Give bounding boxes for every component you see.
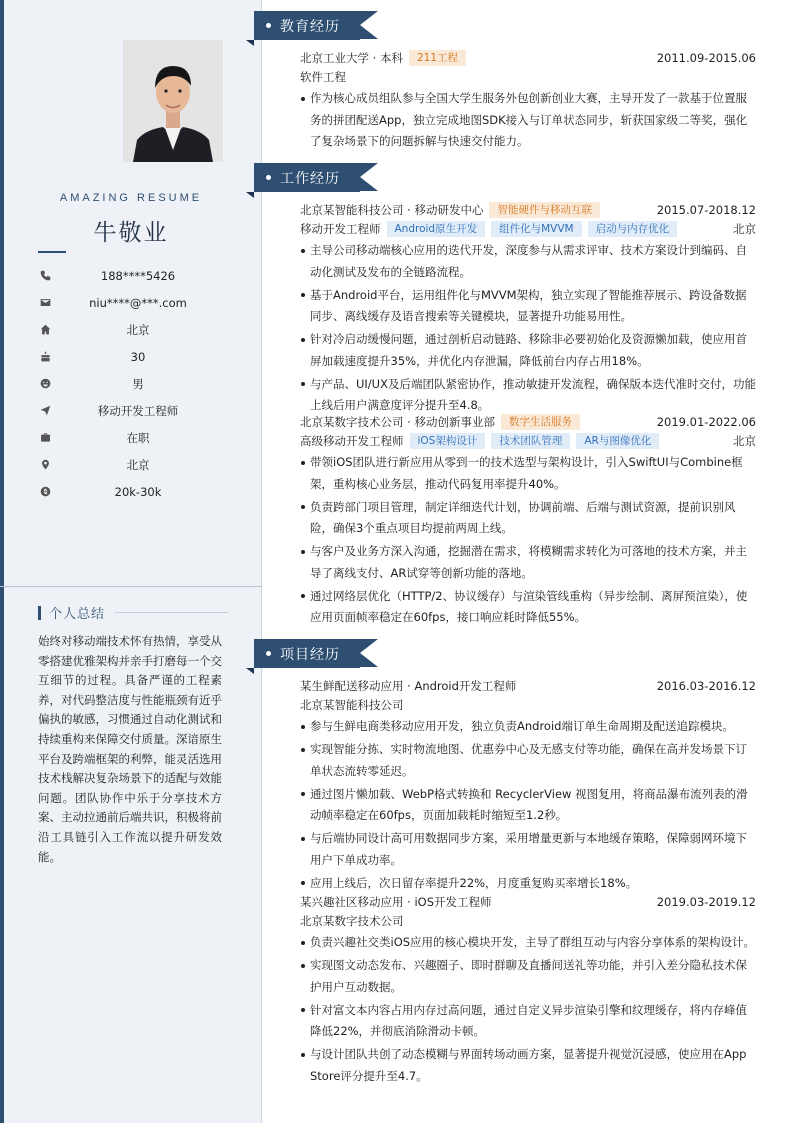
- project-date: 2019.03-2019.12: [656, 894, 756, 909]
- smile-icon: [38, 377, 52, 391]
- list-item: 针对富文本内容占用内存过高问题，通过自定义异步渲染引擎和纹理缓存，将内存峰值降低22%，并彻底消除滑动卡顿。: [300, 1000, 756, 1043]
- role-tag: 启动与内存优化: [588, 221, 678, 237]
- project-bullets: [300, 716, 756, 894]
- email-value: niu****@***.com: [89, 295, 187, 310]
- job-header: [300, 200, 756, 219]
- list-item: 与产品、UI/UX及后端团队紧密协作，推动敏捷开发流程，确保版本迭代准时交付，功能上线后用户满意度评分提升至4.8。: [300, 374, 756, 417]
- list-item: 作为核心成员组队参与全国大学生服务外包创新创业大赛，主导开发了一款基于位置服务的拼团配送App，独立完成地图SDK接入与订单状态同步，斩获国家级二等奖，强化了复杂场景下的问题拆解与快速交付能力。: [300, 88, 756, 153]
- school-tag: 211工程: [409, 50, 466, 66]
- work-section-header: [254, 163, 360, 192]
- home-icon: [38, 323, 52, 337]
- project-date: 2016.03-2016.12: [656, 678, 756, 693]
- section-notch: [246, 40, 254, 46]
- job-date: 2019.01-2022.06: [656, 414, 756, 429]
- education-bullets: [300, 88, 756, 153]
- list-item: 参与生鲜电商类移动应用开发，独立负责Android端订单生命周期及配送追踪模块。: [300, 716, 756, 738]
- info-position: [38, 397, 248, 424]
- role-tag: AR与图像优化: [576, 433, 659, 449]
- job-bullets: [300, 452, 756, 629]
- list-item: 带领iOS团队进行新应用从零到一的技术选型与架构设计，引入SwiftUI与Combine框架，重构核心业务层，推动代码复用率提升40%。: [300, 452, 756, 495]
- send-icon: [38, 404, 52, 418]
- info-age: [38, 343, 248, 370]
- list-item: 负责兴趣社交类iOS应用的核心模块开发，主导了群组互动与内容分享体系的架构设计。: [300, 932, 756, 954]
- role-tag: 技术团队管理: [491, 433, 570, 449]
- location-value: 北京: [126, 457, 150, 472]
- major: 软件工程: [300, 69, 346, 84]
- name-underline: [38, 251, 66, 253]
- list-item: 实现图文动态发布、兴趣圈子、即时群聊及直播间送礼等功能，并引入差分隐私技术保护用户互动数据。: [300, 955, 756, 998]
- phone-value: 188****5426: [100, 268, 176, 283]
- job-city: 北京: [733, 433, 756, 448]
- salary-value: 20k-30k: [114, 484, 162, 499]
- list-item: 应用上线后，次日留存率提升22%，月度重复购买率增长18%。: [300, 873, 756, 895]
- project-2: [300, 892, 756, 1089]
- summary-title: 个人总结: [49, 607, 106, 622]
- list-item: 与后端协同设计高可用数据同步方案，采用增量更新与本地缓存策略，保障弱网环境下用户下单成功率。: [300, 828, 756, 871]
- section-dot: [266, 651, 271, 656]
- projects-tab: [254, 639, 360, 668]
- resume-tagline: AMAZING RESUME: [59, 192, 203, 204]
- money-icon: [38, 485, 52, 499]
- mail-icon: [38, 296, 52, 310]
- info-home: [38, 316, 248, 343]
- project-bullets: [300, 932, 756, 1087]
- projects-title: 项目经历: [280, 646, 340, 663]
- section-notch: [246, 192, 254, 198]
- person-name: 牛敬业: [93, 220, 169, 246]
- info-status: [38, 424, 248, 451]
- job-role-row: [300, 219, 756, 238]
- work-tab: [254, 163, 360, 192]
- list-item: 与客户及业务方深入沟通，挖掘潜在需求，将模糊需求转化为可落地的技术方案，并主导了离线支付、AR试穿等创新功能的落地。: [300, 541, 756, 584]
- info-phone: [38, 262, 248, 289]
- summary-heading-bar: [38, 606, 41, 620]
- job-industry-tag: 智能硬件与移动互联: [489, 202, 600, 218]
- project-company: 北京某数字技术公司: [300, 913, 404, 928]
- work-job-2: [300, 412, 756, 630]
- sidebar: [0, 0, 262, 1123]
- job-role: 高级移动开发工程师: [300, 433, 404, 448]
- gender-value: 男: [132, 376, 144, 391]
- profile-photo: [123, 40, 223, 162]
- education-block: [300, 48, 756, 154]
- project-company-row: [300, 695, 756, 714]
- project-company-row: [300, 911, 756, 930]
- projects-section-header: [254, 639, 360, 668]
- project-name: 某兴趣社区移动应用 · iOS开发工程师: [300, 894, 492, 909]
- education-date: 2011.09-2015.06: [656, 50, 756, 65]
- info-location: [38, 451, 248, 478]
- job-industry-tag: 数字生活服务: [501, 414, 580, 430]
- info-email: [38, 289, 248, 316]
- job-company: 北京某智能科技公司 · 移动研发中心: [300, 202, 484, 217]
- age-value: 30: [130, 349, 146, 364]
- contact-info-list: [38, 262, 248, 505]
- list-item: 与设计团队共创了动态模糊与界面转场动画方案，显著提升视觉沉浸感，使应用在App Store评分提升至4.7。: [300, 1044, 756, 1087]
- position-value: 移动开发工程师: [97, 403, 179, 418]
- location-icon: [38, 458, 52, 472]
- section-notch: [246, 668, 254, 674]
- role-tag: Android原生开发: [387, 221, 486, 237]
- list-item: 通过图片懒加载、WebP格式转换和 RecyclerView 视图复用，将商品瀑布流列表的滑动帧率稳定在60fps，页面加载耗时缩短至1.2秒。: [300, 784, 756, 827]
- education-tab: [254, 11, 360, 40]
- project-header: [300, 676, 756, 695]
- job-date: 2015.07-2018.12: [656, 202, 756, 217]
- job-role: 移动开发工程师: [300, 221, 381, 236]
- main-content: [262, 0, 794, 1123]
- project-name: 某生鲜配送移动应用 · Android开发工程师: [300, 678, 517, 693]
- project-company: 北京某智能科技公司: [300, 697, 404, 712]
- education-major-row: [300, 67, 756, 86]
- job-role-row: [300, 431, 756, 450]
- role-tag: 组件化与MVVM: [491, 221, 581, 237]
- list-item: 负责跨部门项目管理，制定详细迭代计划，协调前端、后端与测试资源，提前识别风险，确保3个重点项目均提前两周上线。: [300, 497, 756, 540]
- summary-text: 始终对移动端技术怀有热情，享受从零搭建优雅架构并亲手打磨每一个交互细节的过程。具备严谨的工程素养，对代码整洁度与性能瓶颈有近乎偏执的敏感，习惯通过自动化测试和持续重构来保障交付质量。深谙原生平台及跨端框架的利弊，能灵活选用技术栈解决复杂场景下的适配与效能问题。团队协作中乐于分享技术方案、主动拉通前后端共识，积极将前沿工具链引入工作流以提升研发效能。: [38, 634, 222, 864]
- section-dot: [266, 175, 271, 180]
- work-job-1: [300, 200, 756, 418]
- home-value: 北京: [126, 322, 150, 337]
- info-gender: [38, 370, 248, 397]
- education-title: 教育经历: [280, 18, 340, 35]
- list-item: 针对冷启动缓慢问题，通过剖析启动链路、移除非必要初始化及资源懒加载，使应用首屏加载速度提升35%，并优化内存泄漏，降低前台内存占用18%。: [300, 329, 756, 372]
- project-header: [300, 892, 756, 911]
- work-title: 工作经历: [280, 170, 340, 187]
- role-tag: iOS架构设计: [410, 433, 486, 449]
- list-item: 主导公司移动端核心应用的迭代开发，深度参与从需求评审、技术方案设计到编码、自动化测试及发布的全链路流程。: [300, 240, 756, 283]
- cake-icon: [38, 350, 52, 364]
- job-header: [300, 412, 756, 431]
- education-section-header: [254, 11, 360, 40]
- briefcase-icon: [38, 431, 52, 445]
- section-dot: [266, 23, 271, 28]
- school-name: 北京工业大学 · 本科: [300, 50, 403, 65]
- job-city: 北京: [733, 221, 756, 236]
- phone-icon: [38, 269, 52, 283]
- status-value: 在职: [126, 430, 150, 445]
- info-salary: [38, 478, 248, 505]
- list-item: 实现智能分拣、实时物流地图、优惠券中心及无感支付等功能，确保在高并发场景下订单状态流转零延迟。: [300, 739, 756, 782]
- list-item: 通过网络层优化（HTTP/2、协议缓存）与渲染管线重构（异步绘制、离屏预渲染），使应用页面帧率稳定在60fps，接口响应耗时降低55%。: [300, 586, 756, 629]
- job-company: 北京某数字技术公司 · 移动创新事业部: [300, 414, 495, 429]
- sidebar-divider: [0, 586, 262, 587]
- project-1: [300, 676, 756, 896]
- job-bullets: [300, 240, 756, 417]
- list-item: 基于Android平台，运用组件化与MVVM架构，独立实现了智能推荐展示、跨设备数据同步、离线缓存及语音搜索等关键模块，显著提升功能易用性。: [300, 285, 756, 328]
- education-header: [300, 48, 756, 67]
- summary-heading: [38, 603, 228, 622]
- summary-heading-rule: [115, 612, 228, 613]
